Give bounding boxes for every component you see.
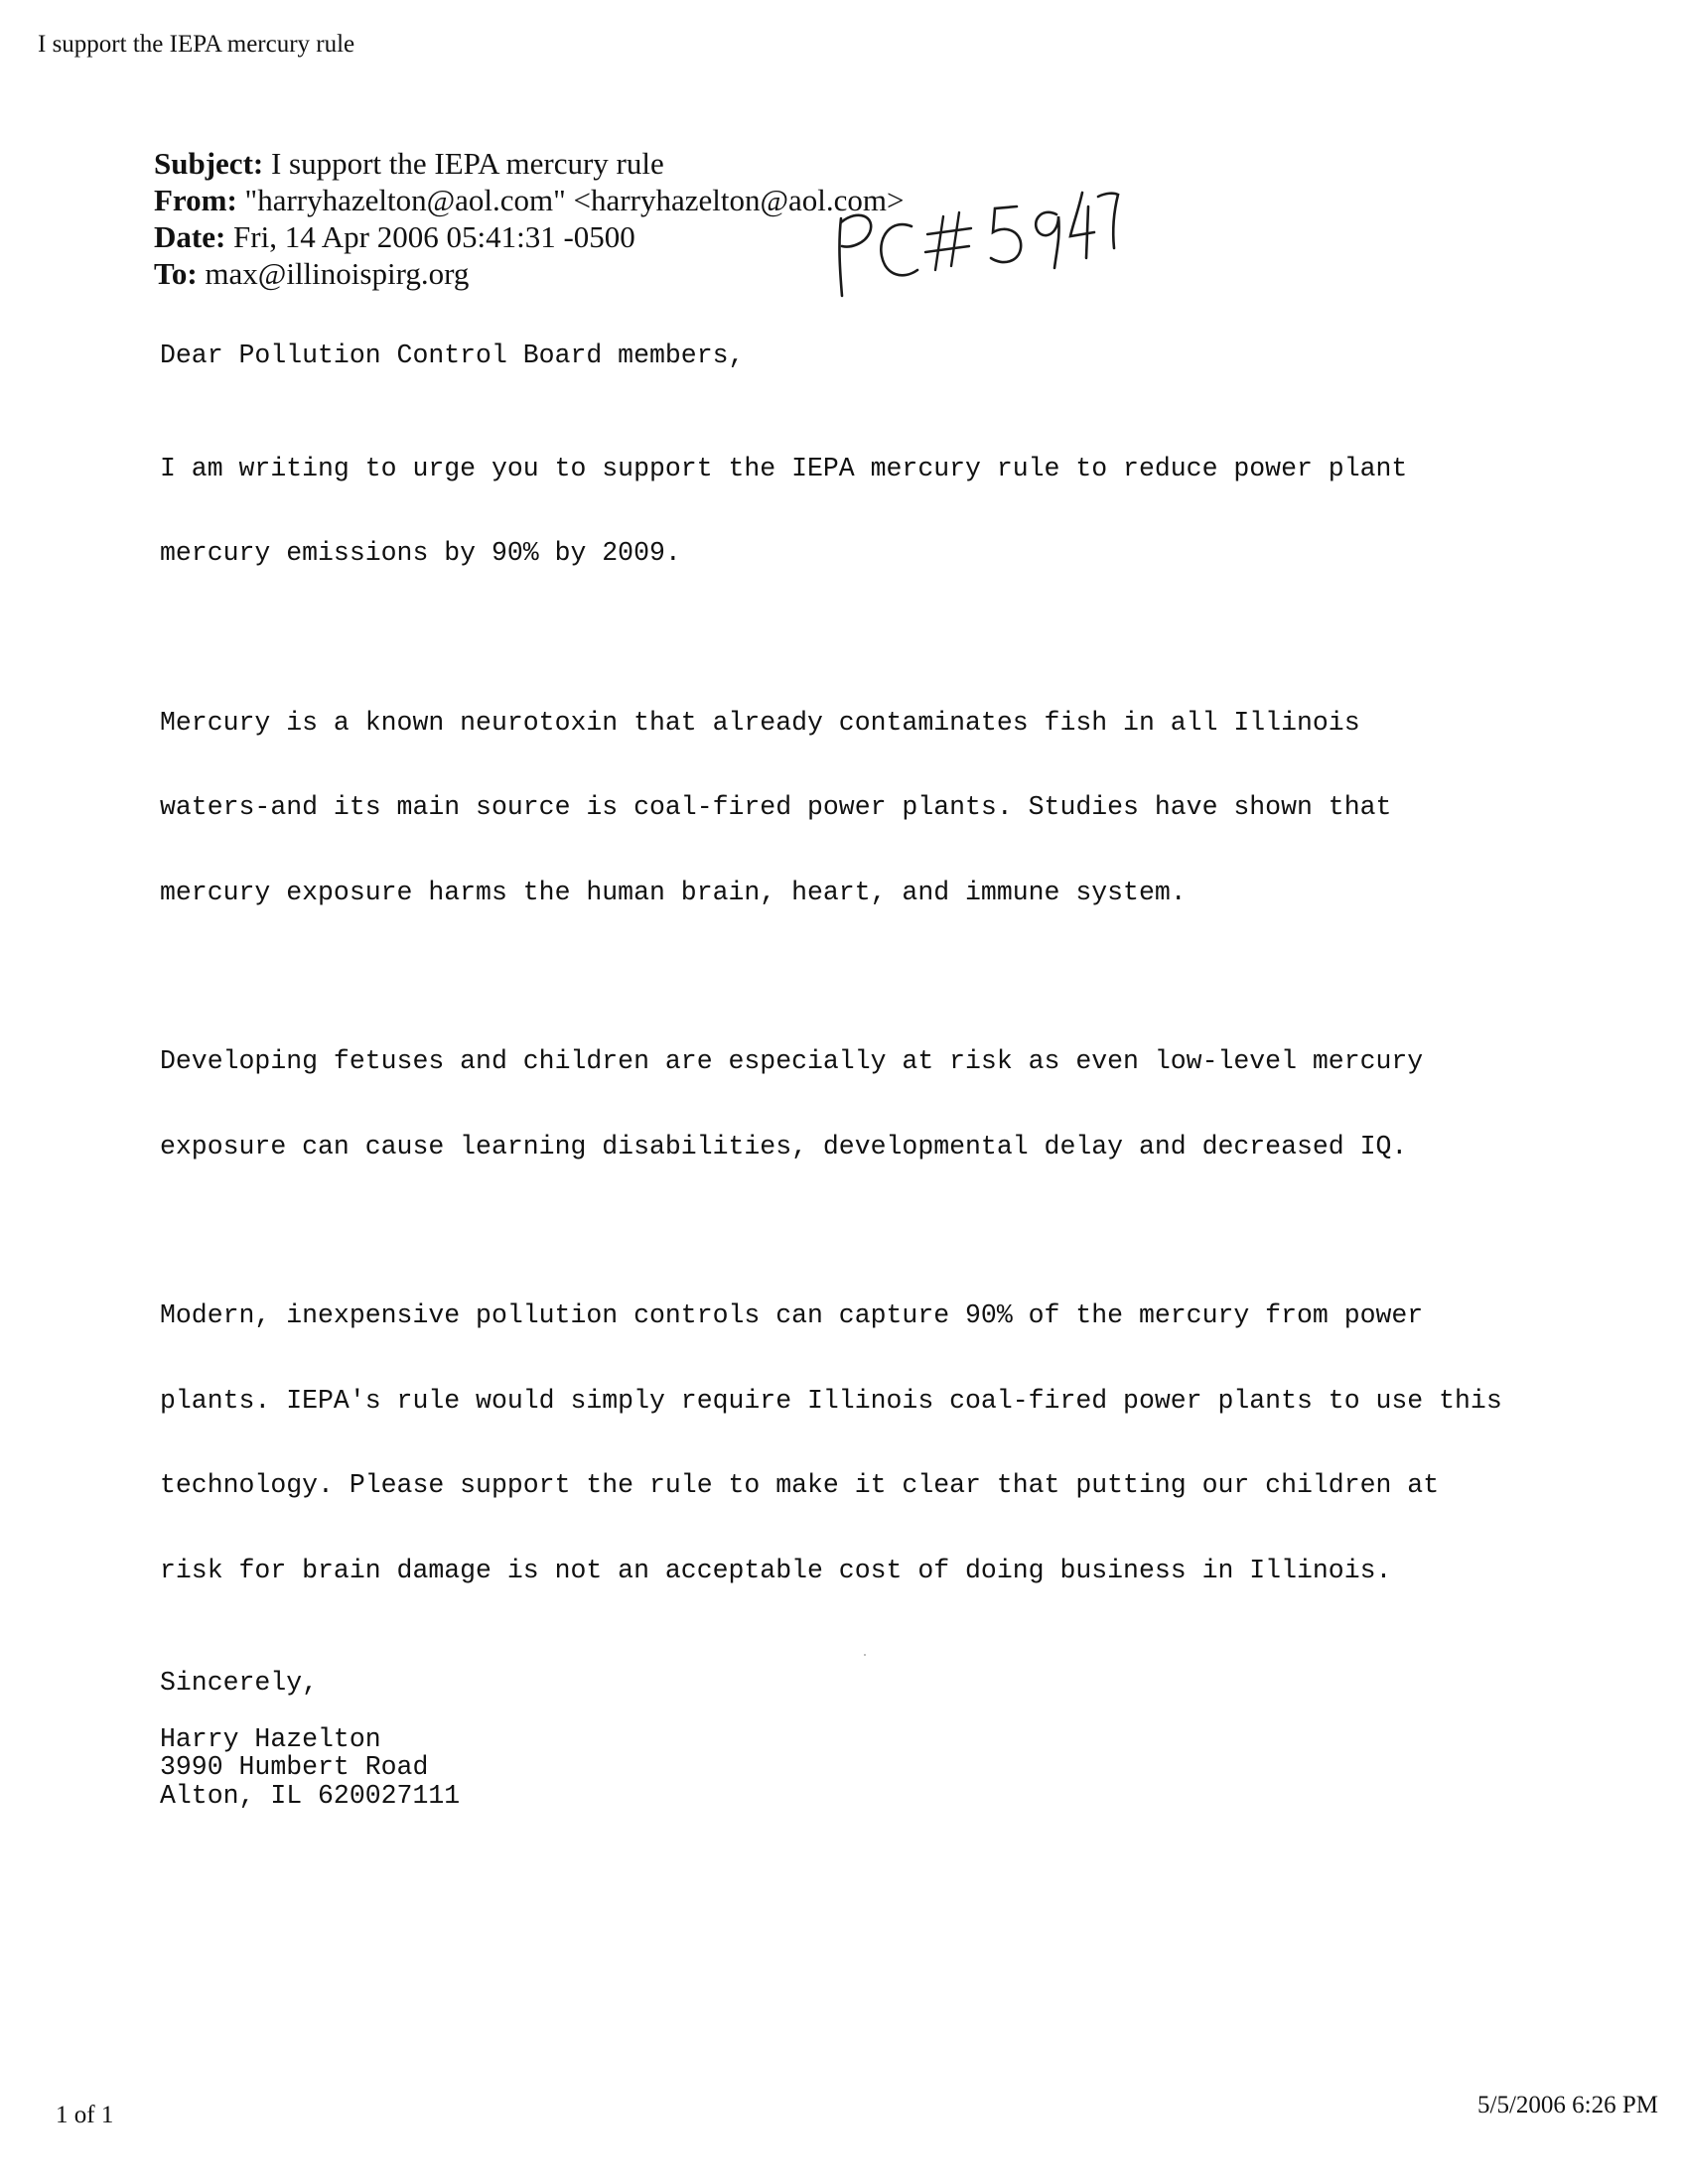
paragraph-2 (160, 652, 1590, 964)
paragraph-4-line: risk for brain damage is not an acceptable cost of doing business in Illinois. (160, 1555, 1392, 1585)
signature-block (160, 1725, 1590, 1811)
subject-value: I support the IEPA mercury rule (270, 146, 664, 181)
from-label: From: (154, 183, 237, 217)
paragraph-1 (160, 398, 1590, 624)
paragraph-4-line: Modern, inexpensive pollution controls can capture 90% of the mercury from power (160, 1300, 1424, 1330)
paragraph-3-line: exposure can cause learning disabilities, developmental delay and decreased IQ. (160, 1131, 1408, 1161)
email-headers (154, 145, 904, 292)
paragraph-3-line: Developing fetuses and children are especially at risk as even low-level mercury (160, 1046, 1424, 1076)
paragraph-4-line: technology. Please support the rule to make it clear that putting our children at (160, 1470, 1440, 1500)
to-row (154, 255, 904, 292)
scan-speck (864, 1654, 866, 1656)
paragraph-3 (160, 991, 1590, 1217)
greeting: Dear Pollution Control Board members, (160, 341, 745, 370)
signature-street: 3990 Humbert Road (160, 1752, 429, 1782)
running-title: I support the IEPA mercury rule (38, 31, 355, 58)
closing: Sincerely, (160, 1668, 319, 1698)
letter-body (160, 341, 1590, 1810)
signature-name: Harry Hazelton (160, 1723, 381, 1754)
paragraph-1-line: I am writing to urge you to support the IEPA mercury rule to reduce power plant (160, 453, 1408, 483)
paragraph-4 (160, 1245, 1590, 1641)
date-value: Fri, 14 Apr 2006 05:41:31 -0500 (233, 219, 635, 254)
handwritten-pc-number-drawing (832, 193, 1120, 312)
subject-label: Subject: (154, 146, 264, 181)
print-timestamp: 5/5/2006 6:26 PM (1477, 2092, 1658, 2118)
handwritten-pc-number (832, 193, 1120, 312)
paragraph-2-line: mercury exposure harms the human brain, heart, and immune system. (160, 877, 1187, 907)
to-value: max@illinoispirg.org (205, 256, 470, 291)
from-value: "harryhazelton@aol.com" <harryhazelton@aol.com> (244, 183, 905, 217)
signature-city: Alton, IL 620027111 (160, 1780, 461, 1811)
paragraph-4-line: plants. IEPA's rule would simply require Illinois coal-fired power plants to use this (160, 1385, 1502, 1416)
paragraph-2-line: waters-and its main source is coal-fired power plants. Studies have shown that (160, 792, 1392, 822)
page-number: 1 of 1 (56, 2102, 114, 2128)
subject-row (154, 145, 904, 182)
from-row (154, 182, 904, 218)
to-label: To: (154, 256, 198, 291)
paragraph-2-line: Mercury is a known neurotoxin that already contaminates fish in all Illinois (160, 707, 1360, 738)
date-row (154, 218, 904, 255)
paragraph-1-line: mercury emissions by 90% by 2009. (160, 538, 681, 568)
date-label: Date: (154, 219, 226, 254)
